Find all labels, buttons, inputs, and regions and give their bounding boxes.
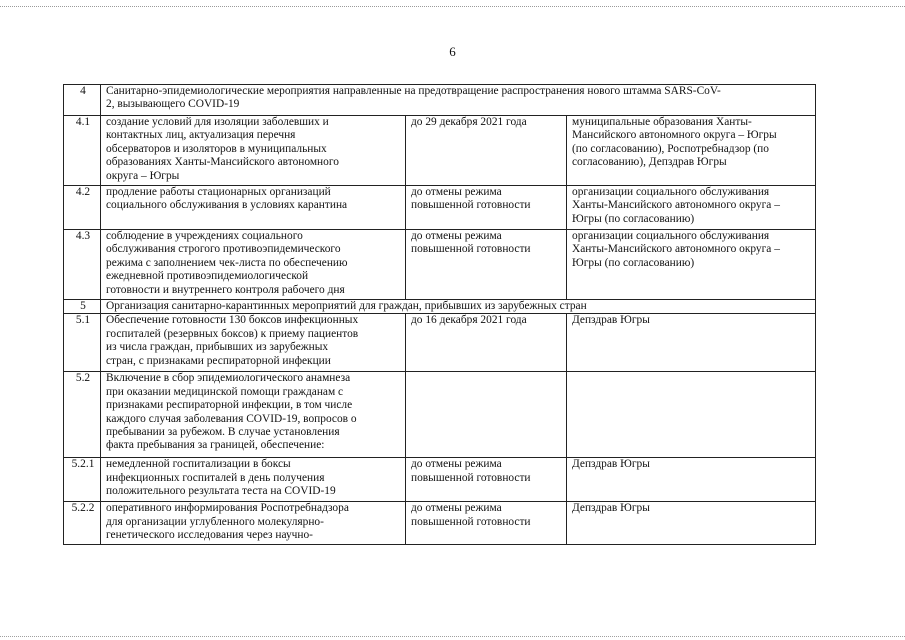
table-row-section-4 — [64, 85, 816, 116]
measures-table — [63, 84, 816, 545]
deadline-cell: до отмены режима повышенной готовности — [406, 230, 567, 300]
measure-cell: создание условий для изоляции заболевших и контактных лиц, актуализация перечня обсерваторов и изоляторов в муниципальных образованиях Ханты-Мансийского автономного округа – Югры — [101, 116, 406, 186]
table-row — [64, 502, 816, 545]
deadline-cell: до 16 декабря 2021 года — [406, 314, 567, 372]
table-row — [64, 458, 816, 502]
measure-cell: соблюдение в учреждениях социального обслуживания строгого противоэпидемического режима с заполнением чек-листа по обеспечению ежедневной противоэпидемиологической готовности и внутреннего контроля рабочего дня — [101, 230, 406, 300]
measure-cell: оперативного информирования Роспотребнадзора для организации углубленного молекулярно- генетического исследования через научно- — [101, 502, 406, 545]
responsible-cell: организации социального обслуживания Ханты-Мансийского автономного округа – Югры (по согласованию) — [567, 230, 816, 300]
section-title: Санитарно-эпидемиологические мероприятия направленные на предотвращение распространения нового штамма SARS-CoV- 2, вызывающего COVID-19 — [101, 85, 816, 116]
row-number: 4.1 — [64, 116, 101, 186]
deadline-cell: до отмены режима повышенной готовности — [406, 502, 567, 545]
table-row — [64, 186, 816, 230]
row-number: 4.2 — [64, 186, 101, 230]
row-number: 5.2 — [64, 372, 101, 458]
row-number: 5.1 — [64, 314, 101, 372]
row-number: 4.3 — [64, 230, 101, 300]
table-row — [64, 314, 816, 372]
page-number: 6 — [449, 44, 456, 59]
section-title: Организация санитарно-карантинных мероприятий для граждан, прибывших из зарубежных стран — [101, 300, 816, 314]
table-row-section-5 — [64, 300, 816, 314]
measure-cell: немедленной госпитализации в боксы инфекционных госпиталей в день получения положительного результата теста на COVID-19 — [101, 458, 406, 502]
deadline-cell: до отмены режима повышенной готовности — [406, 458, 567, 502]
responsible-cell: Депздрав Югры — [567, 502, 816, 545]
scan-edge-bottom — [0, 636, 905, 637]
responsible-cell: Депздрав Югры — [567, 458, 816, 502]
measure-cell: продление работы стационарных организаций социального обслуживания в условиях карантина — [101, 186, 406, 230]
responsible-cell: Депздрав Югры — [567, 314, 816, 372]
responsible-cell: муниципальные образования Ханты- Мансийского автономного округа – Югры (по согласованию), Роспотребнадзор (по согласованию), Депздрав Югры — [567, 116, 816, 186]
table-row — [64, 372, 816, 458]
measure-cell: Включение в сбор эпидемиологического анамнеза при оказании медицинской помощи гражданам с признаками респираторной инфекции, в том числе каждого случая заболевания COVID-19, вопросов о пребывании за рубежом. В случае установления факта пребывания за границей, обеспечение: — [101, 372, 406, 458]
row-number: 4 — [64, 85, 101, 116]
row-number: 5 — [64, 300, 101, 314]
scan-edge-top — [0, 6, 905, 7]
deadline-cell: до отмены режима повышенной готовности — [406, 186, 567, 230]
row-number: 5.2.1 — [64, 458, 101, 502]
table-row — [64, 230, 816, 300]
responsible-cell: организации социального обслуживания Ханты-Мансийского автономного округа – Югры (по согласованию) — [567, 186, 816, 230]
table-row — [64, 116, 816, 186]
measure-cell: Обеспечение готовности 130 боксов инфекционных госпиталей (резервных боксов) к приему пациентов из числа граждан, прибывших из зарубежных стран, с признаками респираторной инфекции — [101, 314, 406, 372]
deadline-cell — [406, 372, 567, 458]
row-number: 5.2.2 — [64, 502, 101, 545]
deadline-cell: до 29 декабря 2021 года — [406, 116, 567, 186]
responsible-cell — [567, 372, 816, 458]
